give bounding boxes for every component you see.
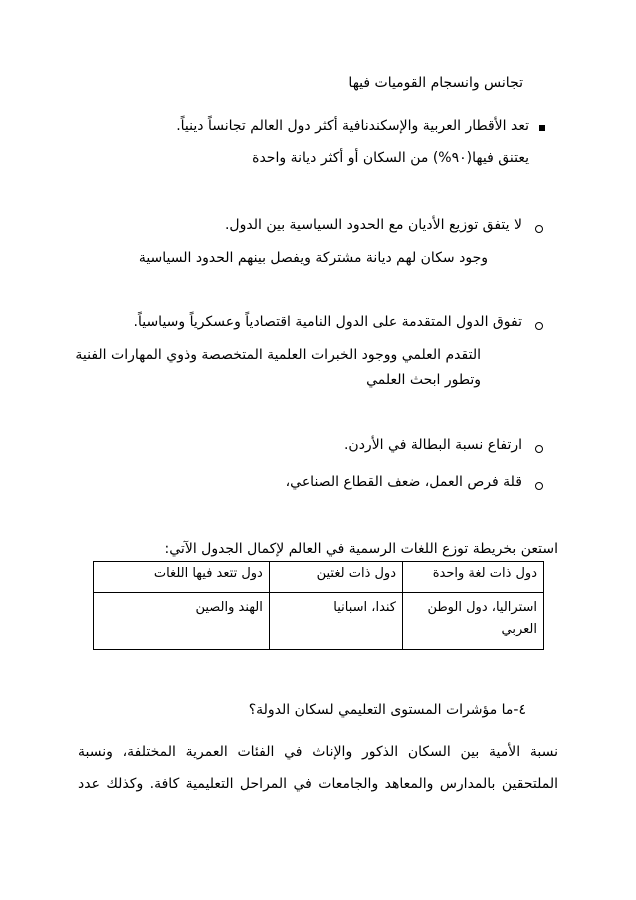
text-line: التقدم العلمي ووجود الخبرات العلمية المتخصصة وذوي المهارات الفنية bbox=[75, 347, 481, 363]
bullet-item: ارتفاع نسبة البطالة في الأردن. bbox=[343, 437, 522, 453]
table-header-row bbox=[94, 562, 544, 593]
text-line: تجانس وانسجام القوميات فيها bbox=[348, 75, 523, 91]
paragraph-line: الملتحقين بالمدارس والمعاهد والجامعات في المراحل التعليمية كافة. وكذلك عدد bbox=[78, 776, 558, 792]
question-heading: ٤-ما مؤشرات المستوى التعليمي لسكان الدولة؟ bbox=[248, 702, 526, 718]
table-instruction: استعن بخريطة توزع اللغات الرسمية في العالم لإكمال الجدول الآتي: bbox=[164, 541, 558, 557]
text-line: وجود سكان لهم ديانة مشتركة ويفصل بينهم الحدود السياسية bbox=[138, 250, 488, 266]
square-bullet-icon bbox=[539, 125, 545, 131]
circle-bullet-icon bbox=[535, 445, 543, 453]
table-header-cell: دول تتعد فيها اللغات bbox=[94, 562, 270, 593]
circle-bullet-icon bbox=[535, 225, 543, 233]
bullet-item: قلة فرص العمل، ضعف القطاع الصناعي، bbox=[285, 474, 522, 490]
paragraph-line: نسبة الأمية بين السكان الذكور والإناث في الفئات العمرية المختلفة، ونسبة bbox=[78, 744, 558, 760]
circle-bullet-icon bbox=[535, 482, 543, 490]
text-line: وتطور ابحث العلمي bbox=[366, 372, 481, 388]
bullet-item: تفوق الدول المتقدمة على الدول النامية اقتصادياً وعسكرياً وسياسياً. bbox=[133, 314, 522, 330]
table-cell: كندا، اسبانيا bbox=[269, 593, 402, 650]
table-header-cell: دول ذات لغة واحدة bbox=[403, 562, 544, 593]
circle-bullet-icon bbox=[535, 322, 543, 330]
table-cell: الهند والصين bbox=[94, 593, 270, 650]
table-cell: استراليا، دول الوطن العربي bbox=[403, 593, 544, 650]
languages-table bbox=[93, 561, 544, 650]
bullet-item: لا يتفق توزيع الأديان مع الحدود السياسية بين الدول. bbox=[224, 217, 522, 233]
table-header-cell: دول ذات لغتين bbox=[269, 562, 402, 593]
table-row bbox=[94, 593, 544, 650]
bullet-item: تعد الأقطار العربية والإسكندنافية أكثر دول العالم تجانساً دينياً. bbox=[176, 118, 529, 134]
text-line: يعتنق فيها(٩٠%) من السكان أو أكثر ديانة واحدة bbox=[252, 150, 529, 166]
